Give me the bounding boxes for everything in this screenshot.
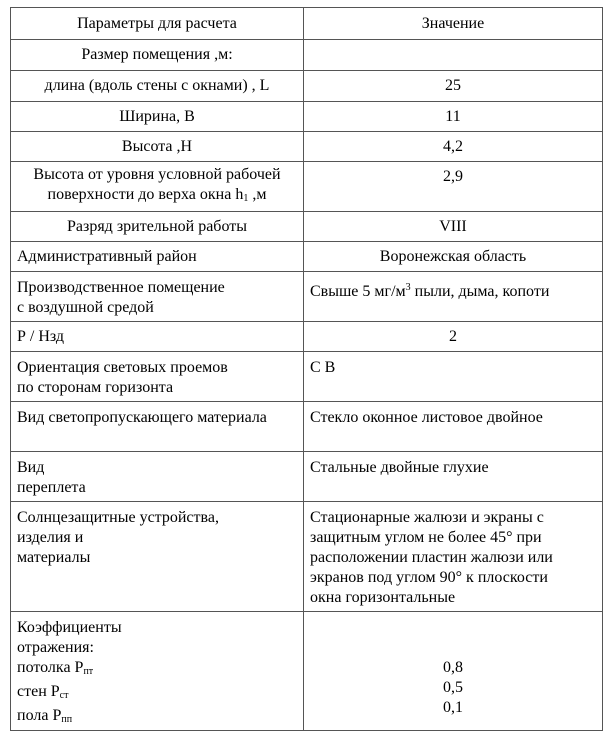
param-cell: Разряд зрительной работы — [11, 212, 304, 242]
param-cell: Солнцезащитные устройства, изделия и материалы — [11, 502, 304, 612]
coef-value: 0,5 — [443, 679, 463, 696]
param-cell: Вид светопропускающего материала — [11, 402, 304, 452]
value-cell: 4,2 — [304, 132, 603, 162]
value-cell: Стационарные жалюзи и экраны с защитным углом не более 45° при расположении пластин жалюзи или экранов под углом 90° к плоскости окна горизонтальные — [304, 502, 603, 612]
parameters-table — [10, 7, 603, 731]
table-header-row — [11, 8, 603, 40]
table-row — [11, 212, 603, 242]
table-row — [11, 272, 603, 322]
table-row — [11, 40, 603, 71]
table-row — [11, 162, 603, 212]
value-cell: Стальные двойные глухие — [304, 452, 603, 502]
param-line: поверхности до верха окна $h_1$ ,м — [47, 185, 267, 204]
param-line: Высота от уровня условной рабочей — [33, 165, 281, 183]
table-row — [11, 352, 603, 402]
table-row — [11, 502, 603, 612]
table-row — [11, 402, 603, 452]
table-row — [11, 132, 603, 162]
param-cell: Р / Нзд — [11, 322, 304, 352]
table-row — [11, 612, 603, 731]
value-cell: Свыше 5 $мг/м^3$ пыли, дыма, копоти — [304, 272, 603, 322]
param-cell: Производственное помещение с воздушной средой — [11, 272, 304, 322]
value-cell: Стекло оконное листовое двойное — [304, 402, 603, 452]
param-cell: Размер помещения ,м: — [11, 40, 304, 71]
value-cell — [304, 40, 603, 71]
value-cell: 11 — [304, 102, 603, 132]
param-cell: Коэффициенты отражения: потолка $Р_{пт}$ стен $Р_{ст}$ пола $Р_{пп}$ — [11, 612, 304, 731]
value-cell: 2 — [304, 322, 603, 352]
table-row — [11, 102, 603, 132]
value-cell: 25 — [304, 71, 603, 102]
param-cell: Вид переплета — [11, 452, 304, 502]
table-row — [11, 322, 603, 352]
coef-value: 0,8 — [443, 659, 463, 676]
coef-value: 0,1 — [443, 699, 463, 716]
value-cell: VIII — [304, 212, 603, 242]
param-cell — [11, 162, 304, 212]
param-cell: Административный район — [11, 242, 304, 272]
coef-label: пола $Р_{пп}$ — [17, 707, 73, 725]
value-cell: С В — [304, 352, 603, 402]
value-cell — [304, 612, 603, 731]
value-cell: 2,9 — [304, 162, 603, 212]
table-row — [11, 71, 603, 102]
header-param: Параметры для расчета — [11, 8, 304, 40]
param-cell: Ориентация световых проемов по сторонам горизонта — [11, 352, 304, 402]
table-row — [11, 242, 603, 272]
param-cell: Ширина, B — [11, 102, 304, 132]
table-row — [11, 452, 603, 502]
param-cell: Высота ,H — [11, 132, 304, 162]
coef-label: стен $Р_{ст}$ — [17, 683, 69, 701]
header-value: Значение — [304, 8, 603, 40]
value-cell: Воронежская область — [304, 242, 603, 272]
param-cell: длина (вдоль стены с окнами) , L — [11, 71, 304, 102]
coef-label: потолка $Р_{пт}$ — [17, 659, 94, 677]
